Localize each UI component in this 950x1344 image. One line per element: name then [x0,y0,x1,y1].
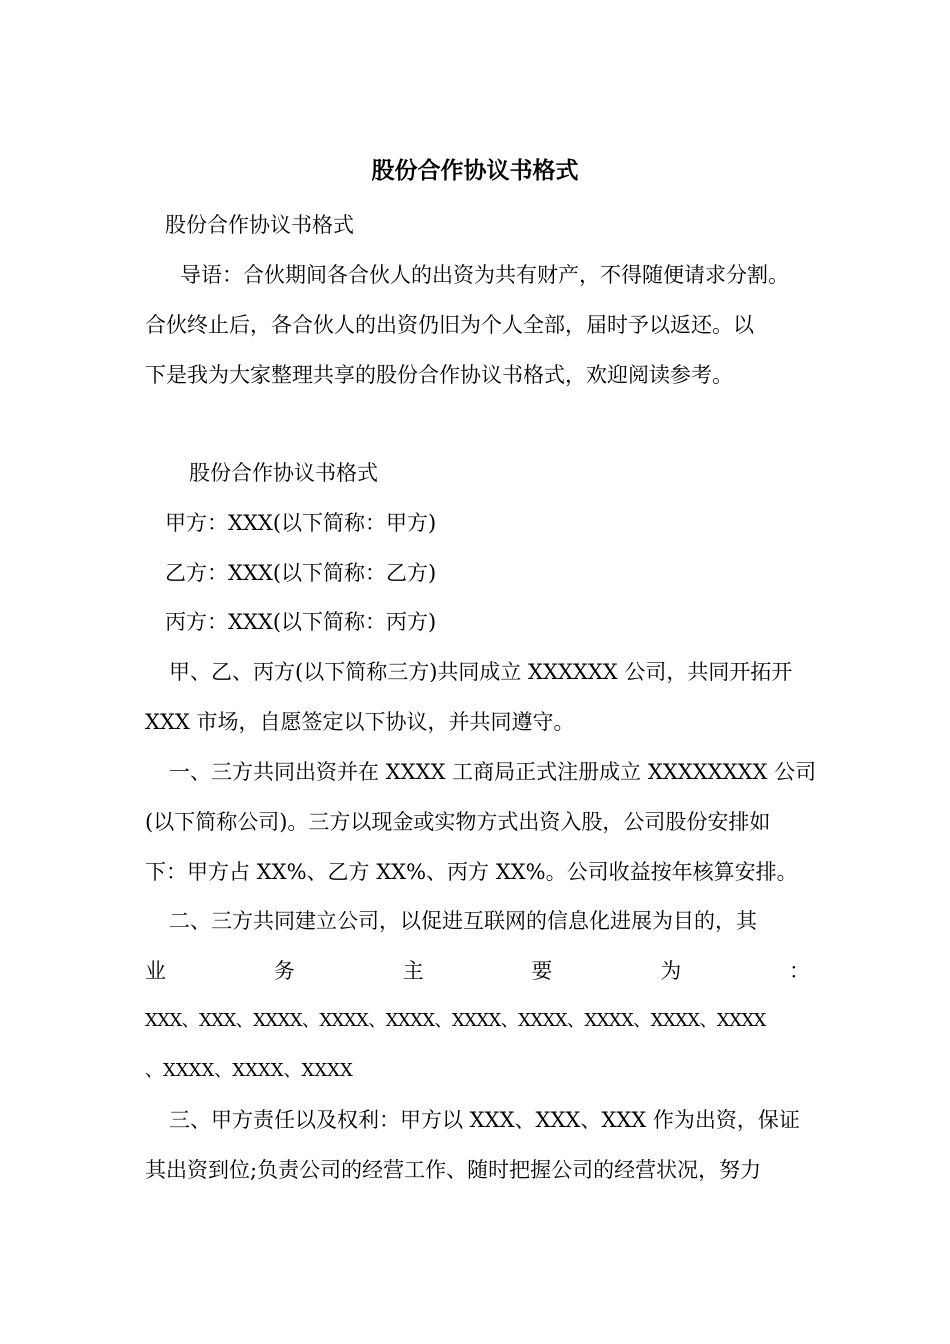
para3-line-1: 二、三方共同建立公司，以促进互联网的信息化进展为目的，其 [169,909,757,933]
para2-line-3: 下：甲方占 XX%、乙方 XX%、丙方 XX%。公司收益按年核算安排。 [145,860,798,884]
spread-char: 业 [145,959,166,983]
intro-line-1: 导语：合伙期间各合伙人的出资为共有财产，不得随便请求分割。 [180,263,789,287]
party-c: 丙方：XXX(以下简称：丙方) [165,610,437,634]
document-title: 股份合作协议书格式 [371,157,579,184]
intro-line-2: 合伙终止后，各合伙人的出资仍旧为个人全部，届时予以返还。以 [145,313,754,337]
spread-char: 务 [273,959,295,983]
para3-line-2 [145,956,810,986]
document-subtitle: 股份合作协议书格式 [165,213,354,237]
intro-line-3: 下是我为大家整理共享的股份合作协议书格式，欢迎阅读参考。 [145,363,733,387]
para4-line-1: 三、甲方责任以及权利：甲方以 XXX、XXX、XXX 作为出资，保证 [169,1108,800,1132]
para2-line-2: (以下简称公司)。三方以现金或实物方式出资入股，公司股份安排如 [145,810,771,834]
section-heading: 股份合作协议书格式 [189,461,378,485]
party-a: 甲方：XXX(以下简称：甲方) [165,511,437,535]
spread-char: 要 [531,959,553,983]
para1-line-1: 甲、乙、丙方(以下简称三方)共同成立 XXXXXX 公司，共同开拓开 [169,660,793,684]
para2-line-1: 一、三方共同出资并在 XXXX 工商局正式注册成立 XXXXXXXX 公司 [169,760,817,784]
para4-line-2: 其出资到位;负责公司的经营工作、随时把握公司的经营状况，努力 [145,1158,762,1182]
spread-char: ： [788,959,810,983]
party-b: 乙方：XXX(以下简称：乙方) [165,561,437,585]
para3-line-3: XXX、XXX、XXXX、XXXX、XXXX、XXXX、XXXX、XXXX、XXXX、XXXX [145,1010,766,1031]
spread-char: 为 [660,959,682,983]
para1-line-2: XXX 市场，自愿签定以下协议，并共同遵守。 [145,710,575,734]
para3-line-4: 、XXXX、XXXX、XXXX [145,1060,353,1081]
spread-char: 主 [402,959,424,983]
